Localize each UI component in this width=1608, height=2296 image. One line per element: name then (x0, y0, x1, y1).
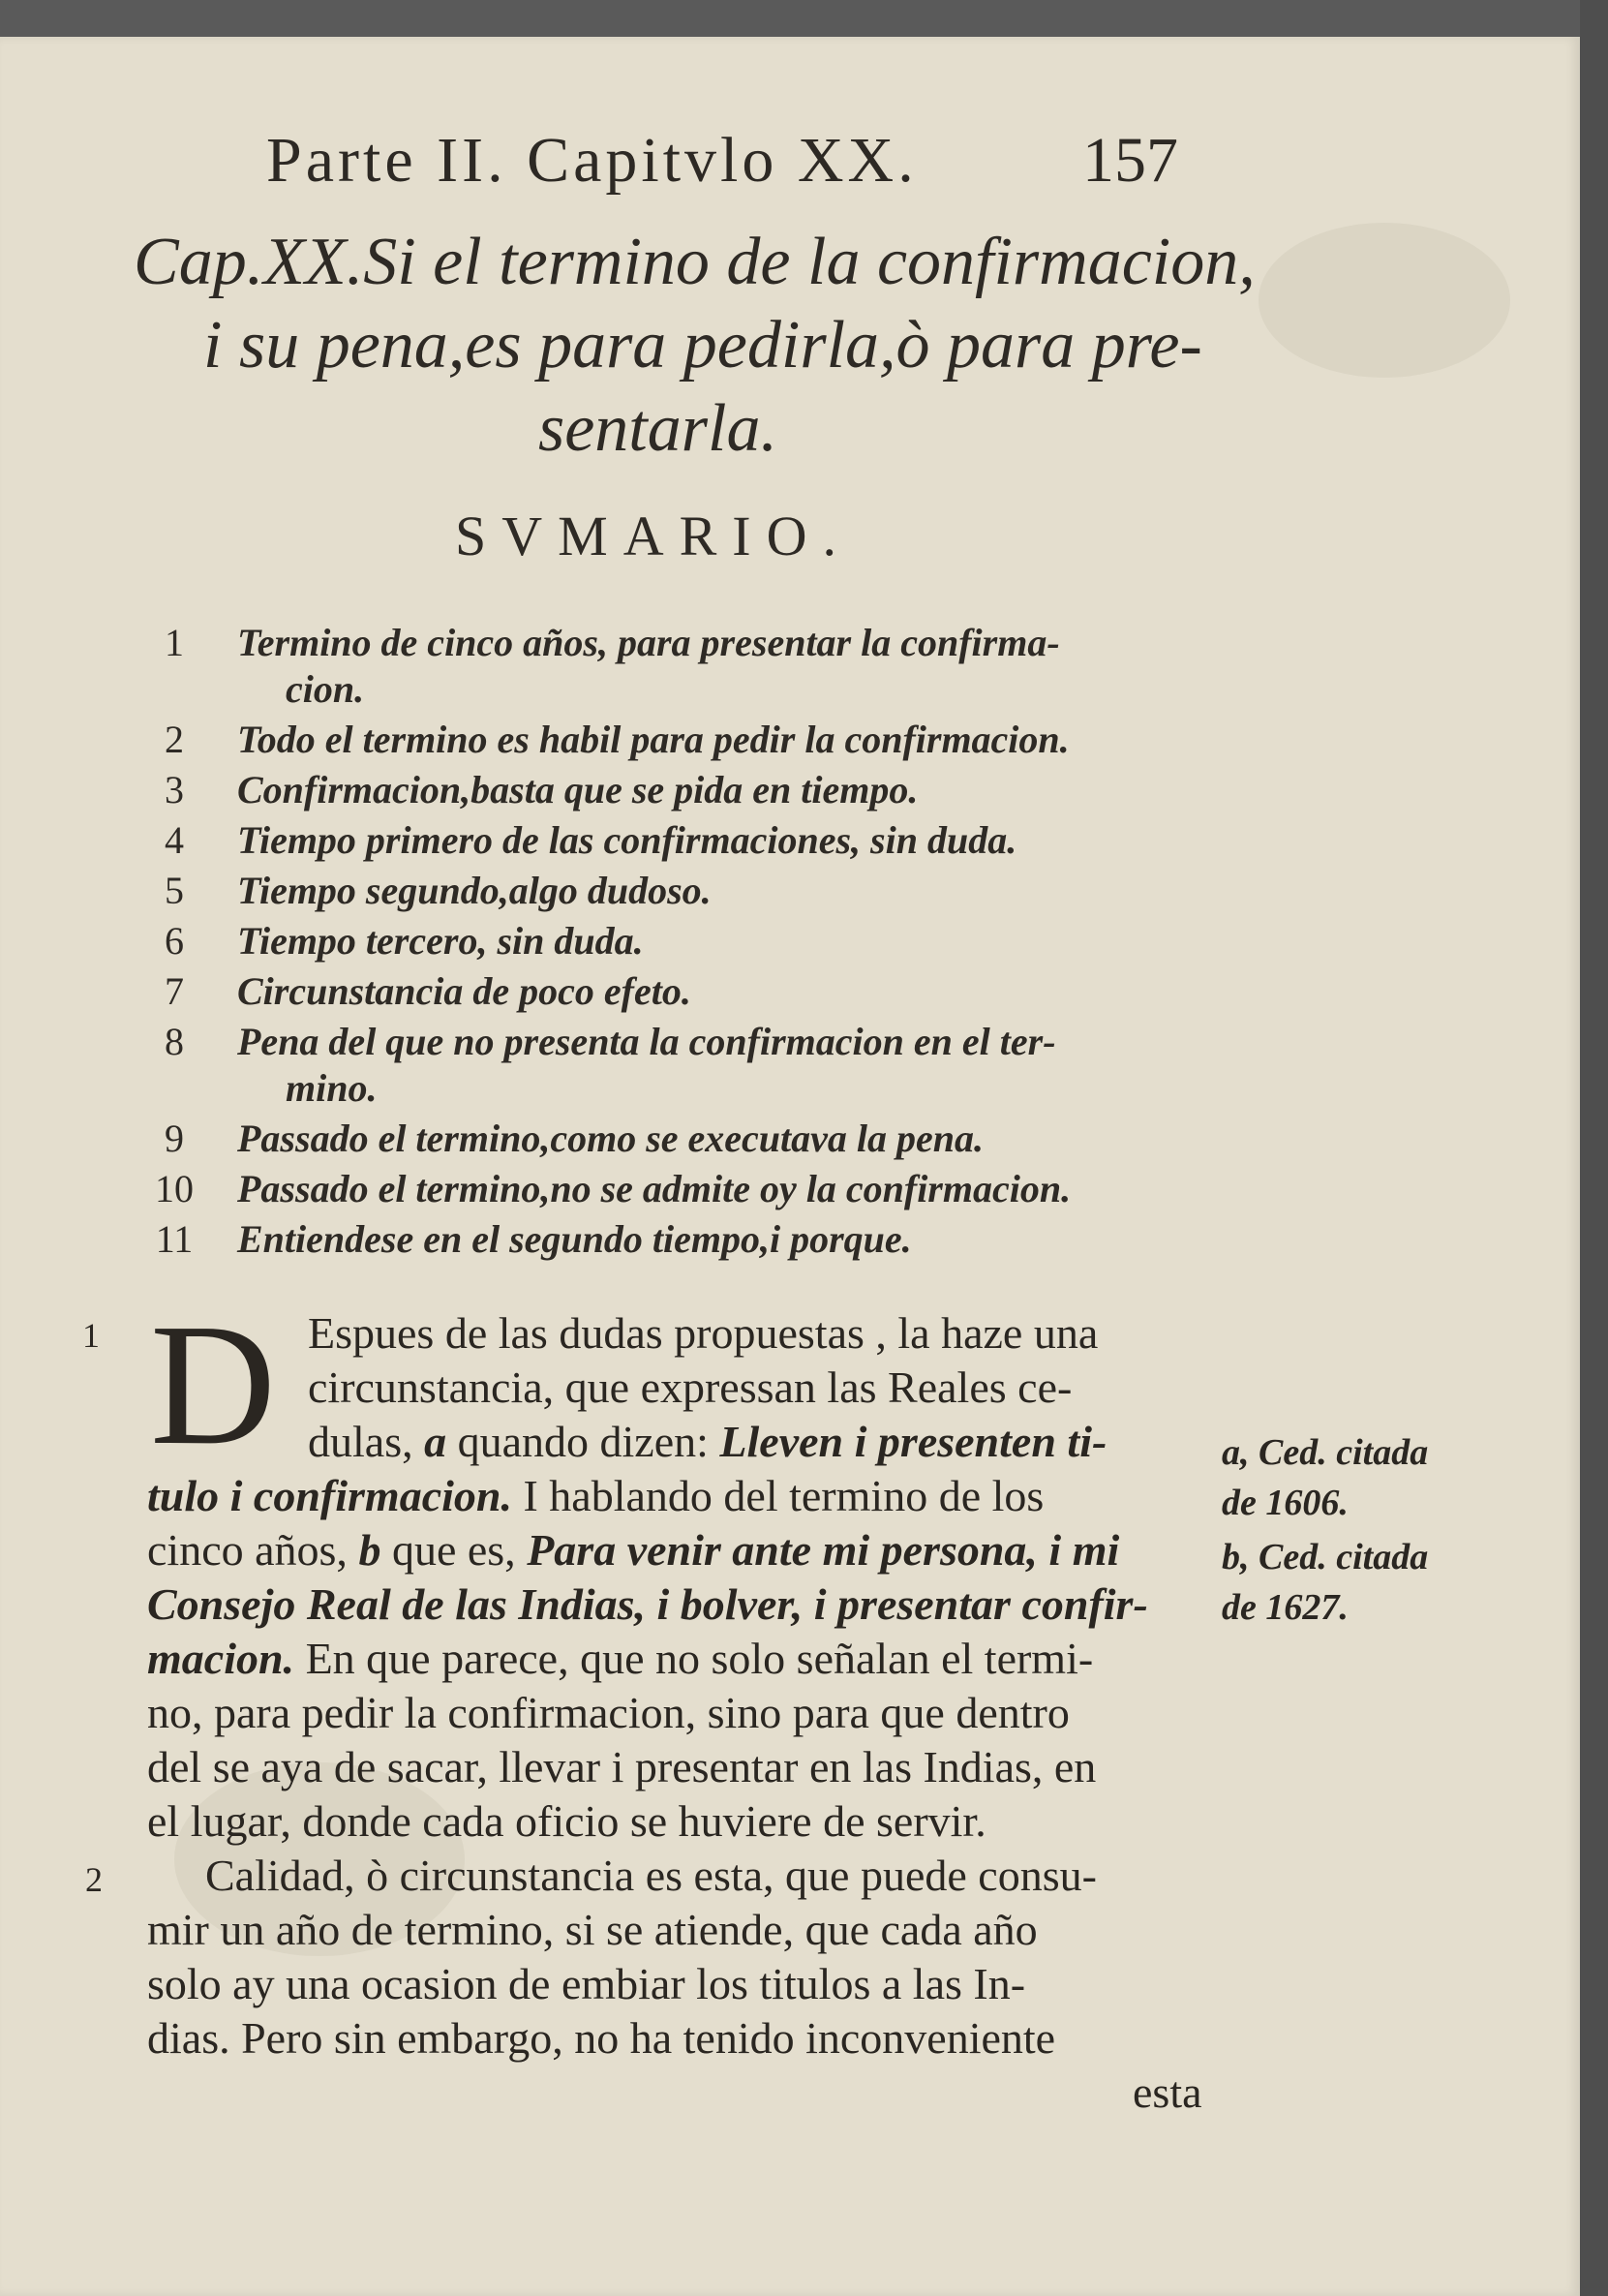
paper-stain (1259, 223, 1510, 378)
sumario-item: Tiempo tercero, sin duda. (237, 919, 644, 963)
body-line (308, 1362, 1072, 1413)
italic-text: macion. (147, 1634, 295, 1683)
body-line (147, 1578, 1148, 1630)
italic-text: tulo i confirmacion. (147, 1471, 512, 1520)
body-line (147, 1795, 986, 1847)
sumario-number: 9 (165, 1117, 184, 1160)
body-line (308, 1307, 1098, 1359)
roman-text: dias. Pero sin embargo, no ha tenido inconveniente (147, 2013, 1056, 2063)
roman-text: esta (1133, 2067, 1202, 2117)
italic-text: b (358, 1525, 392, 1575)
sumario-item: Passado el termino,no se admite oy la confirmacion. (237, 1167, 1072, 1210)
italic-text: Para venir ante mi persona, i mi (527, 1525, 1120, 1575)
sumario-item-continuation: mino. (286, 1066, 378, 1110)
sumario-item: Confirmacion,basta que se pida en tiempo. (237, 768, 919, 811)
body-line (147, 1687, 1070, 1738)
body-line (147, 2012, 1055, 2064)
margin-note: de 1627. (1222, 1587, 1349, 1628)
body-line (147, 1633, 1093, 1684)
sumario-number: 2 (165, 718, 184, 761)
margin-note: a, Ced. citada (1222, 1432, 1429, 1473)
margin-note: b, Ced. citada (1222, 1537, 1429, 1577)
sumario-number: 7 (165, 969, 184, 1013)
margin-note: de 1606. (1222, 1483, 1349, 1523)
body-line (147, 1470, 1044, 1521)
sumario-number: 1 (165, 621, 184, 664)
body-line (147, 1524, 1119, 1576)
running-head: Parte II. Capitvlo XX. (266, 125, 918, 196)
body-line (1133, 2066, 1202, 2118)
body-line (147, 1741, 1096, 1792)
sumario-item: Passado el termino,como se executava la pena. (237, 1117, 985, 1160)
roman-text: circunstancia, que expressan las Reales ce- (308, 1362, 1073, 1412)
body-line (147, 1958, 1025, 2009)
chapter-title-line: i su pena,es para pedirla,ò para pre- (203, 308, 1202, 383)
roman-text: dulas, (308, 1417, 425, 1466)
sumario-item: Tiempo segundo,algo dudoso. (237, 869, 712, 912)
paragraph-marker: 1 (82, 1316, 100, 1355)
roman-text: que es, (391, 1525, 528, 1575)
sumario-number: 8 (165, 1020, 184, 1063)
italic-text: a (424, 1417, 458, 1466)
sumario-number: 4 (165, 818, 184, 862)
sumario-item: Tiempo primero de las confirmaciones, sin duda. (237, 818, 1017, 862)
sumario-number: 11 (155, 1217, 194, 1261)
scan-right-edge (1580, 0, 1608, 2296)
sumario-number: 6 (165, 919, 184, 963)
roman-text: no, para pedir la confirmacion, sino para que dentro (147, 1688, 1070, 1737)
chapter-title-line: Cap.XX.Si el termino de la confirmacion, (134, 225, 1256, 299)
sumario-heading: SVMARIO. (455, 505, 852, 567)
roman-text: En que parece, que no solo señalan el termi- (294, 1634, 1094, 1683)
body-line (308, 1416, 1107, 1467)
italic-text: Lleven i presenten ti- (719, 1417, 1107, 1466)
roman-text: solo ay una ocasion de embiar los titulos a las In- (147, 1959, 1026, 2008)
roman-text: Espues de las dudas propuestas , la haze una (308, 1308, 1099, 1358)
scan-top-edge (0, 0, 1580, 37)
sumario-item: Termino de cinco años, para presentar la confirma- (237, 621, 1060, 664)
sumario-number: 10 (155, 1167, 194, 1210)
body-line (205, 1850, 1097, 1901)
roman-text: I hablando del termino de los (511, 1471, 1045, 1520)
sumario-item: Pena del que no presenta la confirmacion en el ter- (237, 1020, 1056, 1063)
sumario-number: 3 (165, 768, 184, 811)
italic-text: Consejo Real de las Indias, i bolver, i presentar confir- (147, 1579, 1148, 1629)
drop-cap: D (150, 1288, 276, 1481)
sumario-item-continuation: cion. (286, 667, 365, 711)
sumario-number: 5 (165, 869, 184, 912)
roman-text: del se aya de sacar, llevar i presentar en las Indias, en (147, 1742, 1097, 1791)
chapter-title-line: sentarla. (538, 391, 777, 466)
roman-text: cinco años, (147, 1525, 359, 1575)
page-number: 157 (1082, 125, 1178, 196)
roman-text: mir un año de termino, si se atiende, que cada año (147, 1905, 1038, 1954)
roman-text: Calidad, ò circunstancia es esta, que puede consu- (205, 1851, 1097, 1900)
sumario-item: Entiendese en el segundo tiempo,i porque. (237, 1217, 912, 1261)
roman-text: el lugar, donde cada oficio se huviere de servir. (147, 1796, 986, 1846)
roman-text: quando dizen: (457, 1417, 720, 1466)
body-line (147, 1904, 1038, 1955)
sumario-item: Todo el termino es habil para pedir la confirmacion. (237, 718, 1070, 761)
sumario-item: Circunstancia de poco efeto. (237, 969, 691, 1013)
paragraph-marker: 2 (85, 1860, 103, 1899)
